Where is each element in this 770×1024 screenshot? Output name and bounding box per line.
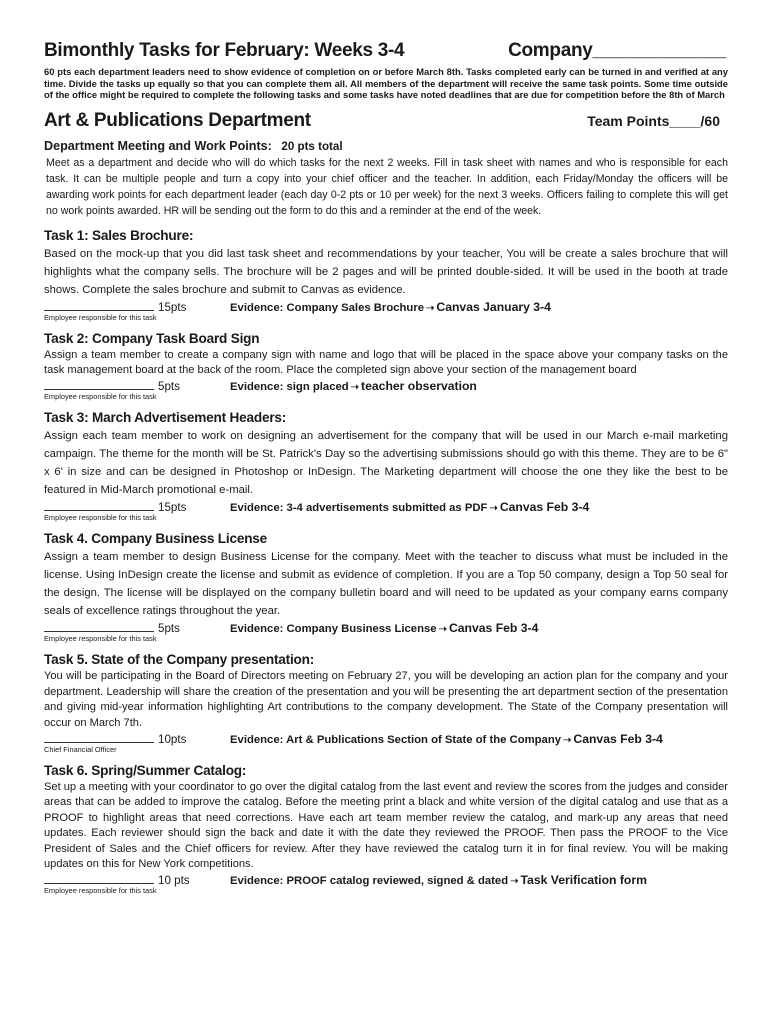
evidence-text: Evidence: 3-4 advertisements submitted as PDF <box>230 502 488 515</box>
signature-caption: Chief Financial Officer <box>44 744 117 754</box>
signature-row <box>44 620 728 635</box>
evidence-text: Evidence: Company Sales Brochure <box>230 301 424 314</box>
evidence-destination: Task Verification form <box>520 873 647 888</box>
task-title: Task 4. Company Business License <box>44 531 268 547</box>
task-points: 15pts <box>158 501 187 515</box>
task-title: Task 6. Spring/Summer Catalog: <box>44 762 247 778</box>
employee-signature-line[interactable] <box>44 872 154 884</box>
signature-caption: Employee responsible for this task <box>44 312 157 322</box>
task-block <box>44 652 728 754</box>
task-title: Task 5. State of the Company presentation: <box>44 652 315 668</box>
signature-row <box>44 731 728 746</box>
evidence-text: Evidence: PROOF catalog reviewed, signed & dated <box>230 875 509 888</box>
task-evidence <box>230 732 663 746</box>
evidence-destination: Canvas January 3-4 <box>436 299 551 314</box>
task-evidence <box>230 500 589 514</box>
task-list <box>44 228 728 896</box>
meeting-heading-text: Department Meeting and Work Points: <box>44 138 272 153</box>
task-description: Assign each team member to work on designing an advertisement for the company that will be used in our March e-mail marketing campaign. The theme for the month will be St. Patrick's Day so the advertising submissions should go with this theme. They are to be 6" x 6' in size and can be designed in Photoshop or InDesign. The Marketing department will choose the one they like the best to be featured in Mid-March promotional e-mail. <box>44 430 728 497</box>
arrow-icon: ➝ <box>350 382 360 394</box>
task-description: You will be participating in the Board of Directors meeting on February 27, you will be developing an action plan for the company and your department. Leadership will share the creation of the presentation and you will be presenting the art department section of the presentation and giving mid-year information highlighting Art contributions to the company development. The State of the Company presentation will occur on March 7th. <box>44 670 728 729</box>
arrow-icon: ➝ <box>489 503 498 515</box>
task-description: Set up a meeting with your coordinator to go over the digital catalog from the last event and review the scores from the judges and consider areas that can be added to improve the catalog. Before the meeting print a black and white version of the digital catalog and use that as a PROOF to highlight areas that need corrections. Have each art team member review the catalog, and mark-up any areas that need updates. Each reviewer should sign the back and date it with the date they reviewed the PROOF. Then pass the PROOF to the Vice President of Sales and the Chief officers for review. After they have reviewed the catalog turn it in for final review. You will be making updates on this for New York competitions. <box>44 780 728 870</box>
signature-row <box>44 499 728 514</box>
evidence-text: Evidence: Art & Publications Section of State of the Company <box>230 733 562 746</box>
signature-row <box>44 872 728 887</box>
task-block <box>44 228 728 322</box>
evidence-destination: teacher observation <box>361 379 477 394</box>
task-title: Task 3: March Advertisement Headers: <box>44 410 287 426</box>
task-points: 5pts <box>158 622 180 636</box>
signature-caption: Employee responsible for this task <box>44 392 157 402</box>
document-page <box>44 40 728 895</box>
task-block <box>44 763 728 895</box>
meeting-heading <box>44 139 728 153</box>
task-description: Assign a team member to design Business License for the company. Meet with the teacher to discuss what must be included in the license. Using InDesign create the license and submit as evidence of completion. If you are a Top 50 company, design a Top 50 seal for the design. The license will be displayed on the company bulletin board and will need to be updated as your company earns company seals of excellence ratings throughout the year. <box>44 551 728 618</box>
task-points: 15pts <box>158 300 187 314</box>
task-description: Assign a team member to create a company sign with name and logo that will be placed in the space above your company tasks on the task management board at the back of the room. Place the completed sign above your section of the management board <box>44 348 728 376</box>
task-points: 10 pts <box>158 874 190 888</box>
department-row <box>44 110 728 132</box>
task-description: Based on the mock-up that you did last task sheet and recommendations by your teacher, You will be create a sales brochure that will highlights what the company sells. The brochure will be 2 pages and will be printed double-sided. It will be used in the booth at trade shows. Complete the sales brochure and submit to Canvas as evidence. <box>44 247 728 296</box>
evidence-text: Evidence: Company Business License <box>230 623 437 636</box>
intro-paragraph: 60 pts each department leaders need to show evidence of completion on or before March 8th. Tasks completed early can be turned in and verified at any time. Divide the tasks up equally so that you can complete them all. All members of the department will receive the same task points. Some time outside of the office might be required to complete the following tasks and some tasks have noted deadlines that are due for competition before the 8th of March <box>44 66 728 100</box>
employee-signature-line[interactable] <box>44 499 154 511</box>
task-evidence <box>230 379 477 393</box>
task-block <box>44 410 728 522</box>
signature-row <box>44 378 728 393</box>
task-title: Task 1: Sales Brochure: <box>44 227 194 243</box>
task-block <box>44 331 728 402</box>
task-evidence <box>230 873 647 887</box>
arrow-icon: ➝ <box>438 624 447 636</box>
task-evidence <box>230 621 538 635</box>
department-title: Art & Publications Department <box>44 109 311 131</box>
evidence-destination: Canvas Feb 3-4 <box>573 731 663 746</box>
task-title: Task 2: Company Task Board Sign <box>44 330 260 346</box>
meeting-points: 20 pts total <box>281 139 343 153</box>
task-block <box>44 531 728 643</box>
meeting-body: Meet as a department and decide who will do which tasks for the next 2 weeks. Fill in task sheet with names and who is responsible for each task. It can be multiple people and turn a copy into your chief officer and the teacher. In addition, each Friday/Monday the officers will be awarding work points for each department leader (each day 0-2 pts or 10 per week) for the next 3 weeks. Officers failing to complete this will get no work points awarded. HR will be sending out the form to do this and a reminder at the end of the week. <box>46 156 728 217</box>
arrow-icon: ➝ <box>563 734 572 746</box>
company-name-field: Company_____________ <box>508 40 726 61</box>
task-points: 5pts <box>158 380 180 394</box>
title-row <box>44 40 728 62</box>
signature-caption: Employee responsible for this task <box>44 886 157 896</box>
page-title: Bimonthly Tasks for February: Weeks 3-4 <box>44 40 405 61</box>
arrow-icon: ➝ <box>426 302 435 314</box>
employee-signature-line[interactable] <box>44 299 154 311</box>
signature-caption: Employee responsible for this task <box>44 513 157 523</box>
task-evidence <box>230 300 551 314</box>
employee-signature-line[interactable] <box>44 731 154 743</box>
team-points-field: Team Points____/60 <box>587 112 720 129</box>
evidence-destination: Canvas Feb 3-4 <box>448 621 539 636</box>
signature-row <box>44 299 728 314</box>
evidence-text: Evidence: sign placed <box>230 381 349 394</box>
employee-signature-line[interactable] <box>44 378 154 390</box>
arrow-icon: ➝ <box>510 876 519 888</box>
task-points: 10pts <box>158 732 187 746</box>
employee-signature-line[interactable] <box>44 620 154 632</box>
evidence-destination: Canvas Feb 3-4 <box>499 500 590 515</box>
signature-caption: Employee responsible for this task <box>44 634 157 644</box>
